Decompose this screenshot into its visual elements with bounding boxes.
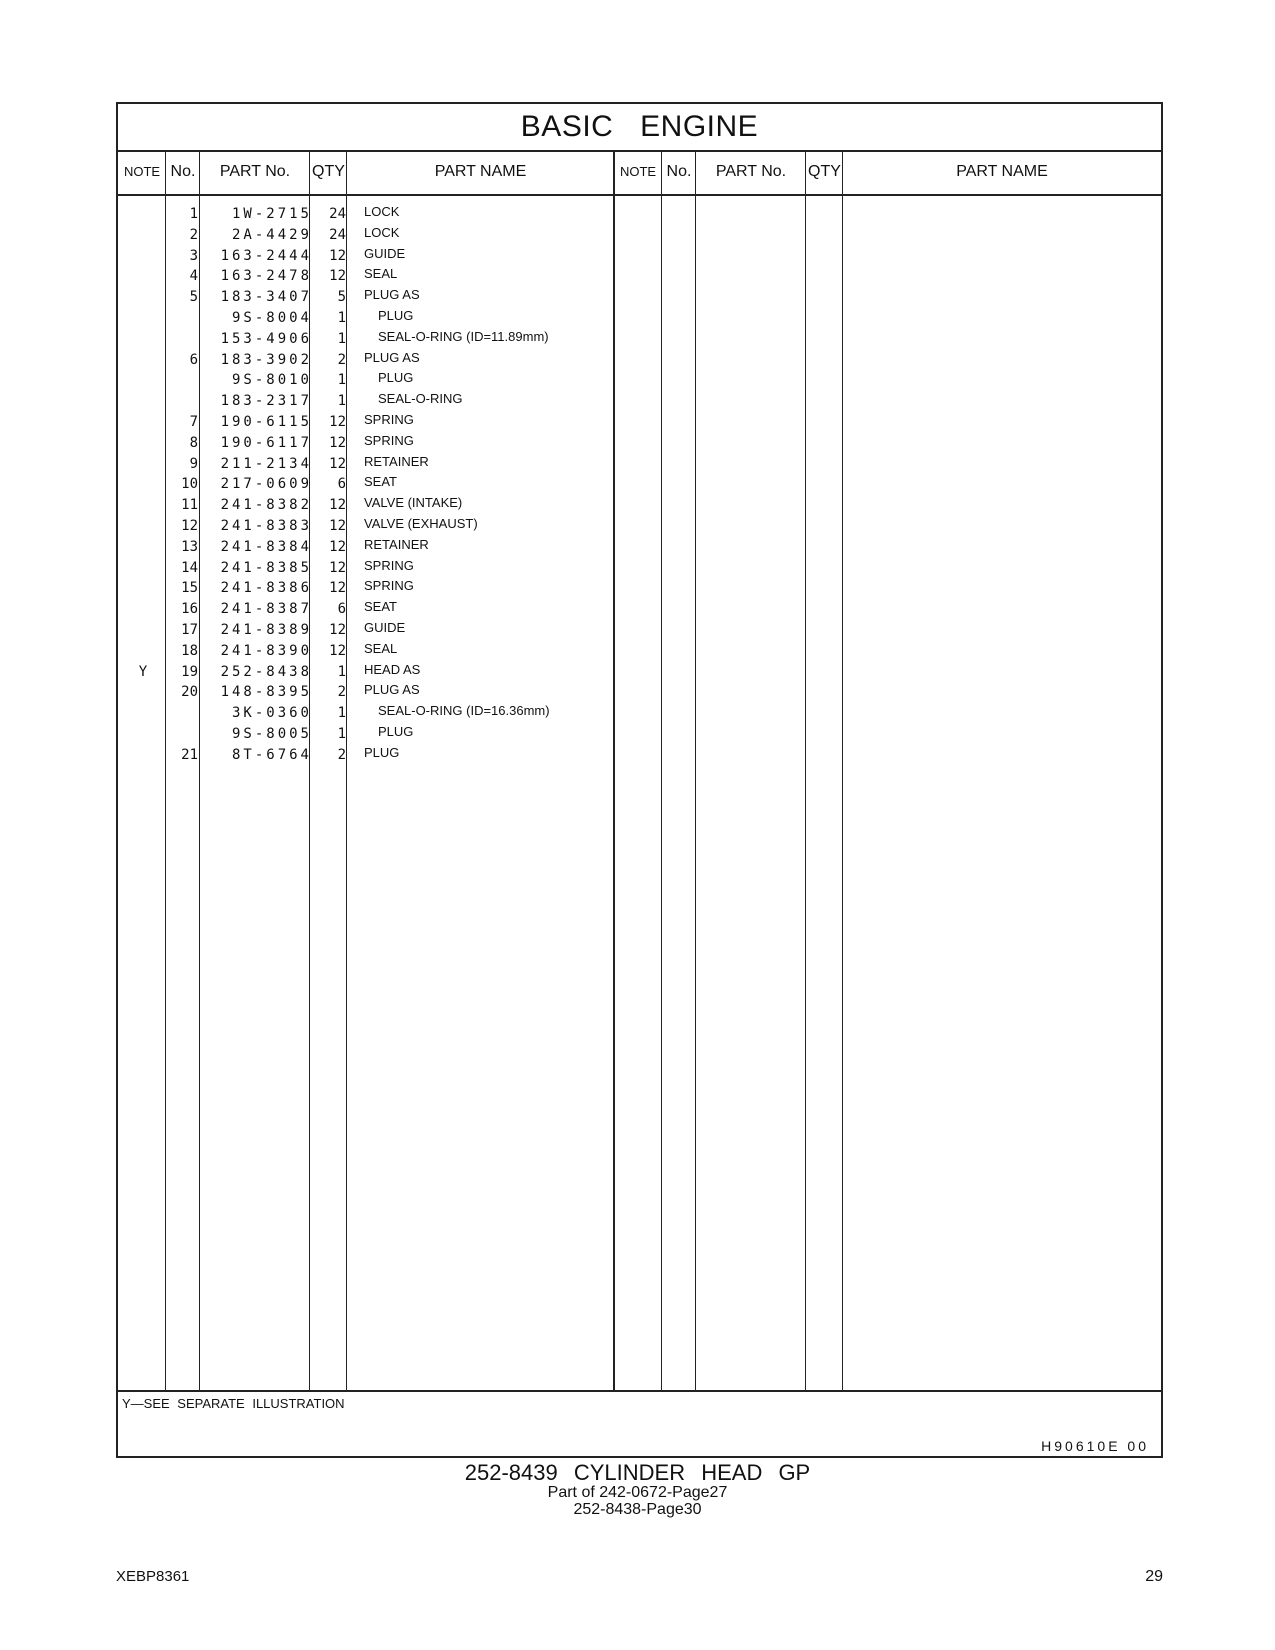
part-number-cell: 241-8390 bbox=[220, 642, 312, 659]
part-number-cell: 153-4906 bbox=[220, 330, 312, 347]
part-number-cell: 2A-4429 bbox=[231, 226, 312, 243]
part-name-cell: SEAL-O-RING bbox=[378, 391, 463, 407]
part-name-cell: GUIDE bbox=[364, 620, 406, 635]
col-partno-left: PART No. bbox=[219, 163, 291, 180]
quantity-cell: 2 bbox=[337, 746, 346, 763]
part-name-cell: PLUG bbox=[378, 308, 414, 323]
part-number-cell: 148-8395 bbox=[220, 684, 312, 701]
item-number-cell: 9 bbox=[189, 455, 198, 472]
item-number-cell: 18 bbox=[181, 642, 198, 659]
col-partname-left: PART NAME bbox=[434, 163, 527, 180]
part-name-cell: SPRING bbox=[364, 578, 414, 594]
quantity-cell: 12 bbox=[329, 538, 346, 555]
item-number-cell: 8 bbox=[189, 434, 198, 451]
col-no-left: No. bbox=[170, 163, 196, 180]
quantity-cell: 6 bbox=[337, 601, 346, 618]
quantity-cell: 12 bbox=[329, 247, 346, 264]
part-name-cell: SEAT bbox=[364, 474, 397, 490]
table-row bbox=[118, 682, 1161, 704]
table-row bbox=[118, 703, 1161, 725]
part-number-cell: 241-8383 bbox=[220, 518, 312, 534]
part-name-cell: PLUG AS bbox=[364, 682, 420, 698]
table-row bbox=[118, 433, 1161, 455]
table-row bbox=[118, 350, 1161, 372]
part-name-cell: VALVE (INTAKE) bbox=[364, 495, 463, 511]
quantity-cell: 12 bbox=[329, 414, 346, 430]
part-number-cell: 1W-2715 bbox=[231, 206, 312, 222]
group-title: 252-8439 CYLINDER HEAD GP bbox=[464, 1460, 811, 1485]
table-row bbox=[118, 454, 1161, 476]
table-row bbox=[118, 391, 1161, 413]
item-number-cell: 7 bbox=[189, 414, 198, 430]
quantity-cell: 2 bbox=[337, 684, 346, 701]
quantity-cell: 12 bbox=[329, 559, 346, 576]
part-name-cell: SPRING bbox=[364, 432, 414, 448]
quantity-cell: 12 bbox=[329, 642, 346, 659]
part-number-cell: 183-3902 bbox=[220, 351, 312, 368]
part-number-cell: 9S-8005 bbox=[231, 726, 312, 742]
group-reference: Part of 242-0672-Page27 bbox=[547, 1484, 728, 1501]
table-row bbox=[118, 225, 1161, 247]
item-number-cell: 5 bbox=[189, 289, 198, 306]
item-number-cell: 2 bbox=[189, 226, 198, 243]
quantity-cell: 12 bbox=[329, 268, 346, 285]
table-header bbox=[118, 150, 1161, 196]
part-name-cell: GUIDE bbox=[364, 245, 406, 261]
quantity-cell: 1 bbox=[337, 705, 346, 722]
part-number-cell: 217-0609 bbox=[220, 476, 312, 493]
quantity-cell: 12 bbox=[329, 455, 346, 472]
quantity-cell: 12 bbox=[329, 434, 346, 451]
quantity-cell: 1 bbox=[337, 663, 346, 680]
table-row bbox=[118, 370, 1161, 392]
col-partname-right: PART NAME bbox=[956, 163, 1048, 180]
part-number-cell: 190-6117 bbox=[220, 434, 312, 451]
table-row bbox=[118, 204, 1161, 226]
col-partno-right: PART No. bbox=[715, 163, 787, 180]
illustration-code: H90610E 00 bbox=[1041, 1438, 1149, 1454]
part-number-cell: 163-2478 bbox=[220, 268, 312, 285]
item-number-cell: 10 bbox=[181, 476, 198, 493]
part-name-cell: PLUG AS bbox=[364, 287, 420, 303]
quantity-cell: 5 bbox=[337, 289, 346, 306]
table-row bbox=[118, 537, 1161, 559]
part-number-cell: 252-8438 bbox=[220, 663, 312, 680]
part-number-cell: 183-3407 bbox=[220, 289, 312, 306]
quantity-cell: 1 bbox=[337, 330, 346, 347]
part-name-cell: SEAL bbox=[364, 640, 398, 656]
part-name-cell: VALVE (EXHAUST) bbox=[364, 516, 478, 531]
table-row bbox=[118, 516, 1161, 538]
part-name-cell: SEAL-O-RING (ID=16.36mm) bbox=[378, 703, 550, 719]
part-name-cell: RETAINER bbox=[364, 536, 429, 552]
quantity-cell: 12 bbox=[329, 622, 346, 638]
table-row bbox=[118, 662, 1161, 684]
quantity-cell: 24 bbox=[329, 226, 346, 243]
col-qty-left: QTY bbox=[312, 163, 345, 180]
quantity-cell: 1 bbox=[337, 310, 346, 326]
page-title: BASIC ENGINE bbox=[118, 104, 1161, 152]
item-number-cell: 4 bbox=[189, 268, 198, 285]
col-no-right: No. bbox=[666, 163, 692, 180]
table-row bbox=[118, 287, 1161, 309]
item-number-cell: 17 bbox=[181, 622, 198, 638]
footnote: Y—SEE SEPARATE ILLUSTRATION bbox=[122, 1396, 345, 1411]
table-row bbox=[118, 745, 1161, 767]
part-name-cell: HEAD AS bbox=[364, 661, 421, 677]
part-name-cell: PLUG AS bbox=[364, 349, 420, 365]
table-row bbox=[118, 329, 1161, 351]
part-name-cell: SPRING bbox=[364, 557, 414, 573]
item-number-cell: 12 bbox=[181, 518, 198, 534]
quantity-cell: 24 bbox=[329, 206, 346, 222]
table-row bbox=[118, 641, 1161, 663]
part-name-cell: PLUG bbox=[364, 744, 400, 760]
item-number-cell: 6 bbox=[189, 351, 198, 368]
part-name-cell: SEAT bbox=[364, 599, 397, 615]
document-id: XEBP8361 bbox=[116, 1568, 190, 1585]
note-cell: Y bbox=[138, 663, 148, 680]
item-number-cell: 15 bbox=[181, 580, 198, 597]
part-number-cell: 183-2317 bbox=[220, 393, 312, 410]
part-number-cell: 9S-8010 bbox=[231, 372, 312, 389]
part-number-cell: 211-2134 bbox=[220, 455, 312, 472]
part-name-cell: SPRING bbox=[364, 412, 414, 427]
item-number-cell: 1 bbox=[189, 206, 198, 222]
table-row bbox=[118, 724, 1161, 746]
quantity-cell: 1 bbox=[337, 726, 346, 742]
table-row bbox=[118, 474, 1161, 496]
part-name-cell: RETAINER bbox=[364, 453, 429, 469]
table-row bbox=[118, 599, 1161, 621]
item-number-cell: 11 bbox=[181, 497, 198, 514]
part-number-cell: 241-8386 bbox=[220, 580, 312, 597]
table-row bbox=[118, 246, 1161, 268]
item-number-cell: 21 bbox=[181, 746, 198, 763]
part-number-cell: 190-6115 bbox=[220, 414, 312, 430]
table-row bbox=[118, 620, 1161, 642]
col-note-right: NOTE bbox=[619, 164, 657, 179]
part-number-cell: 9S-8004 bbox=[231, 310, 312, 326]
table-row bbox=[118, 558, 1161, 580]
table-row bbox=[118, 412, 1161, 434]
item-number-cell: 20 bbox=[181, 684, 198, 701]
part-number-cell: 241-8385 bbox=[220, 559, 312, 576]
quantity-cell: 1 bbox=[337, 393, 346, 410]
part-number-cell: 241-8389 bbox=[220, 622, 312, 638]
quantity-cell: 12 bbox=[329, 580, 346, 597]
part-number-cell: 3K-0360 bbox=[231, 705, 312, 722]
parts-list-frame bbox=[116, 102, 1163, 1458]
part-number-cell: 163-2444 bbox=[220, 247, 312, 264]
part-name-cell: SEAL bbox=[364, 266, 398, 282]
item-number-cell: 13 bbox=[181, 538, 198, 555]
part-name-cell: LOCK bbox=[364, 204, 400, 219]
part-name-cell: PLUG bbox=[378, 370, 414, 386]
part-number-cell: 8T-6764 bbox=[231, 746, 312, 763]
part-name-cell: LOCK bbox=[364, 224, 400, 240]
col-note-left: NOTE bbox=[123, 164, 161, 179]
item-number-cell: 14 bbox=[181, 559, 198, 576]
part-number-cell: 241-8387 bbox=[220, 601, 312, 618]
table-row bbox=[118, 308, 1161, 330]
quantity-cell: 12 bbox=[329, 497, 346, 514]
divider bbox=[118, 1390, 1161, 1392]
quantity-cell: 1 bbox=[337, 372, 346, 389]
col-qty-right: QTY bbox=[808, 163, 841, 180]
item-number-cell: 3 bbox=[189, 247, 198, 264]
quantity-cell: 12 bbox=[329, 518, 346, 534]
page-number: 29 bbox=[1145, 1568, 1163, 1585]
group-reference: 252-8438-Page30 bbox=[573, 1501, 702, 1518]
table-row bbox=[118, 578, 1161, 600]
quantity-cell: 6 bbox=[337, 476, 346, 493]
quantity-cell: 2 bbox=[337, 351, 346, 368]
part-number-cell: 241-8382 bbox=[220, 497, 312, 514]
part-name-cell: SEAL-O-RING (ID=11.89mm) bbox=[378, 328, 549, 344]
item-number-cell: 19 bbox=[181, 663, 198, 680]
part-name-cell: PLUG bbox=[378, 724, 414, 739]
part-number-cell: 241-8384 bbox=[220, 538, 312, 555]
item-number-cell: 16 bbox=[181, 601, 198, 618]
table-row bbox=[118, 266, 1161, 288]
table-row bbox=[118, 495, 1161, 517]
